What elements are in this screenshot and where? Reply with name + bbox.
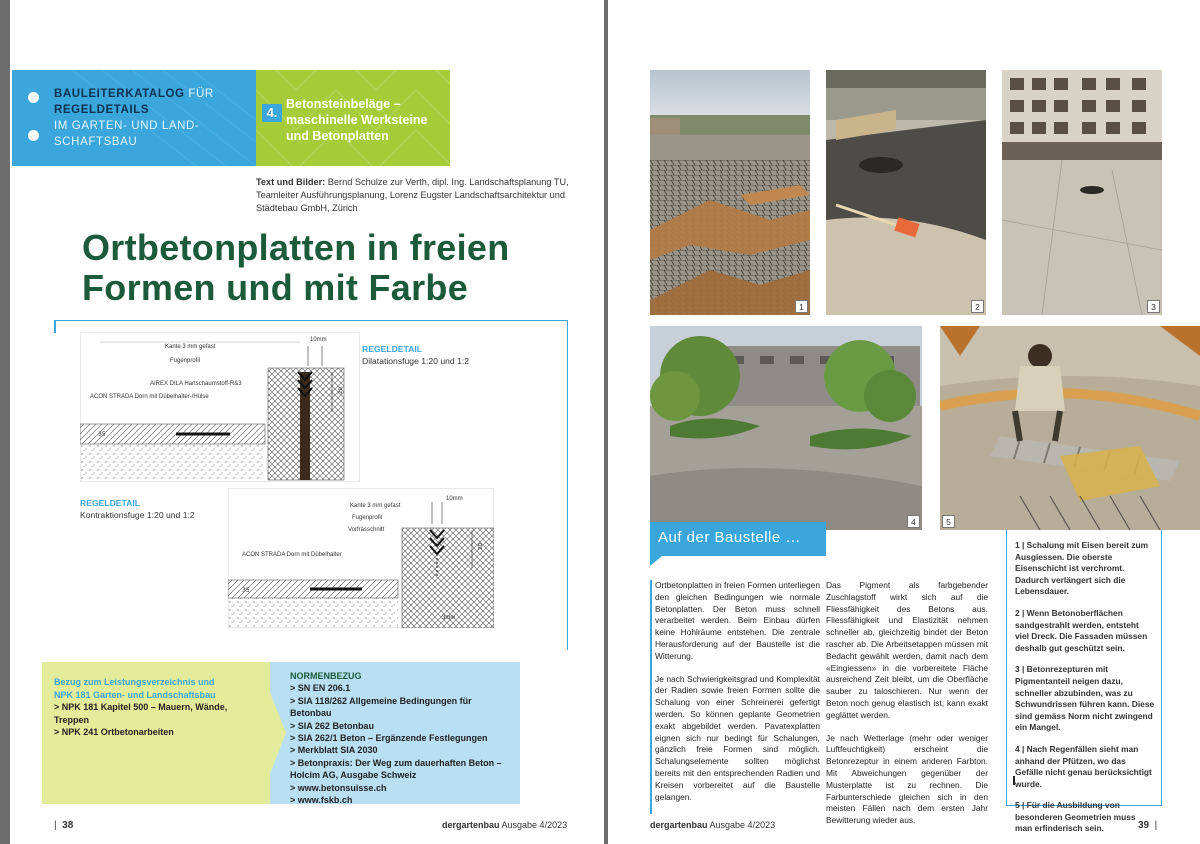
footer-page-number-right: 39 |	[1138, 820, 1158, 831]
photo-5	[940, 326, 1200, 530]
detail2-title: REGELDETAIL	[80, 498, 140, 508]
text-column-1	[650, 580, 820, 814]
photo-4-image	[650, 326, 922, 530]
category-banner	[12, 70, 256, 166]
d2-label-fugenprofil: Fugenprofil	[352, 515, 383, 521]
caption: 2 | Wenn Betonoberflächen sandgestrahlt werden, entsteht viel Dreck. Die Fassaden müssen deshalb gut geschützt sein.	[1015, 607, 1148, 653]
credits-label: Text und Bilder:	[256, 177, 326, 187]
photo-number: 2	[971, 300, 984, 313]
normen-box	[270, 662, 520, 804]
normen-heading: NORMENBEZUG	[290, 671, 362, 681]
photo-number: 5	[942, 515, 955, 528]
bezug-item: > NPK 181 Kapitel 500 – Mauern, Wände, Treppen	[54, 702, 228, 725]
d2-label-3mm: 3mm	[442, 615, 456, 621]
footer-magazine-left	[442, 820, 567, 830]
chapter-banner	[256, 70, 450, 166]
bezug-heading-1: Bezug zum Leistungsverzeichnis und	[54, 677, 215, 687]
detail1-subtitle: Dilatationsfuge 1:20 und 1:2	[362, 356, 470, 366]
caption: 3 | Betonrezepturen mit Pigmentanteil neigen dazu, schneller abzubinden, was zu Schwundrissen führen kann. Diese sind gemäss Norm nicht zwingend ein Mangel.	[1015, 664, 1155, 733]
text-column-2	[826, 580, 988, 838]
d1-label-dorn: ACON STRADA Dorn mit Dübelhalter-/Hülse	[90, 394, 209, 400]
bullet-dot	[28, 92, 39, 103]
category-text	[54, 86, 254, 150]
bezug-box	[42, 662, 270, 804]
page-number: 39	[1138, 820, 1150, 831]
d1-label-10mm: 10mm	[310, 337, 327, 343]
detail1-title: REGELDETAIL	[362, 344, 422, 354]
caption: 4 | Nach Regenfällen sieht man anhand der Pfützen, wo das Gefälle nicht genau berücksichtigt wurde.	[1015, 743, 1152, 789]
svg-text:35: 35	[98, 431, 106, 438]
paragraph: Ortbetonplatten in freien Formen unterliegen den gleichen Bedingungen wie normale Betonplatten. Der Beton muss schnell verarbeitet werden. Beim Einbau dürfen keine Hohlräume entstehen. Die zentrale Herausforderung auf der Baustelle ist die Witterung.	[655, 580, 820, 661]
d1-label-airex: AIREX DILA Hartschaumstoff-R&3	[150, 381, 242, 387]
section-title: Auf der Baustelle …	[658, 529, 801, 546]
caption-marker	[1013, 776, 1015, 785]
category-line2: REGELDETAILS	[54, 104, 150, 116]
d1-label-kante: Kante 3 mm gefast	[165, 344, 216, 350]
detail2-caption	[80, 497, 195, 521]
photo-5-image	[940, 326, 1200, 530]
paragraph: Das Pigment als farbgebender Zuschlagstoff wirkt sich auf die Fliessfähigkeit des Betons aus. Fliessfähigkeit und Elastizität nehmen schneller ab, gleichzeitig bindet der Beton rascher ab. Die Arbeitsetappen müssen mit Bedacht gewählt werden, damit nach dem «Eingiessen» in die vorbereitete Fläche ausreichend Zeit bleibt, um die Oberfläche sauber zu taloschieren. Nur wenn der Beton noch genug elastisch ist, kann exakt geglättet werden.	[826, 580, 988, 720]
normen-item: > www.fskb.ch	[290, 795, 353, 806]
d2-label-vorfraes: Vorfrässchnitt	[348, 527, 385, 533]
footer-magazine-right	[650, 820, 775, 830]
paragraph: Je nach Wetterlage (mehr oder weniger Luftfeuchtigkeit) erscheint die Betonrezeptur in einem anderen Farbton. Mit Abweichungen gegenüber der Musterplatte ist zu rechnen. Die Farbunterschiede gleichen sich in den meisten Fällen nach dem ersten Jahr Bewitterung wieder aus.	[826, 732, 988, 826]
normen-item: > Betonpraxis: Der Weg zum dauerhaften Beton – Holcim AG, Ausgabe Schweiz	[290, 757, 502, 781]
issue: Ausgabe 4/2023	[501, 820, 568, 830]
normen-item: > Merkblatt SIA 2030	[290, 745, 378, 756]
normen-item: > SN EN 206.1	[290, 683, 351, 694]
credits	[256, 176, 576, 215]
chapter-title: Betonsteinbeläge – maschinelle Werksteine und Betonplatten	[286, 97, 428, 143]
d2-label-dorn: ACON STRADA Dorn mit Dübelhalter	[242, 552, 342, 558]
right-page	[608, 0, 1200, 844]
photo-3-image	[1002, 70, 1162, 315]
photo-3	[1002, 70, 1162, 315]
issue: Ausgabe 4/2023	[709, 820, 776, 830]
d1-label-fugenprofil: Fugenprofil	[170, 358, 201, 364]
page-number: 38	[62, 820, 74, 831]
dilatation-joint-drawing	[80, 332, 360, 482]
headline-line2: Formen und mit Farbe	[82, 267, 469, 308]
paragraph: Je nach Schwierigkeitsgrad und Komplexität der Radien sowie freien Formen sollte die Schalung von einer Schreinerei gefertigt werden. So können geplante Geometrien exakt abgebildet werden. Pavatexplatten eignen sich nur bedingt für Schalungen, gänzlich freie Formen sind möglich. Schalungselemente sollten möglichst bereits mit den entsprechenden Radien und Kreisen vorbereitet auf die Baustelle gelangen.	[655, 673, 820, 802]
bezug-item: > NPK 241 Ortbetonarbeiten	[54, 727, 174, 737]
d2-label-10mm: 10mm	[446, 496, 463, 502]
caption: 5 | Für die Ausbildung von besonderen Geometrien muss man erfinderisch sein.	[1015, 800, 1136, 834]
magazine-name: dergartenbau	[442, 820, 500, 830]
photo-number: 4	[907, 515, 920, 528]
normen-item: > www.betonsuisse.ch	[290, 782, 387, 793]
photo-2-image	[826, 70, 986, 315]
footer-page-number-left: | 38	[54, 820, 74, 831]
detail1-caption	[362, 343, 469, 367]
category-line1-rest: FÜR	[184, 88, 214, 100]
photo-number: 1	[795, 300, 808, 313]
detail2-subtitle: Kontraktionsfuge 1:20 und 1:2	[80, 510, 195, 520]
photo-2	[826, 70, 986, 315]
photo-number: 3	[1147, 300, 1160, 313]
left-page	[10, 0, 604, 844]
credits-text: Bernd Schulze zur Verth, dipl. Ing. Landschaftsplanung TU, Teamleiter Ausführungsplanung, Lorenz Eugster Landschaftsarchitektur und Städtebau GmbH, Zürich	[256, 177, 569, 213]
category-line3: IM GARTEN- UND LAND-	[54, 120, 200, 132]
page-headline	[82, 228, 510, 308]
arrow-chevron	[258, 662, 286, 804]
caption: 1 | Schalung mit Eisen bereit zum Ausgiessen. Die oberste Eisenschicht ist verchromt. Dadurch verlängert sich die Lebensdauer.	[1015, 540, 1149, 597]
bezug-heading-2: NPK 181 Garten- und Landschaftsbau	[54, 689, 216, 700]
chapter-number: 4.	[262, 104, 282, 122]
normen-item: > SIA 262 Betonbau	[290, 720, 374, 731]
normen-item: > SIA 118/262 Allgemeine Bedingungen für Betonbau	[290, 695, 472, 719]
bullet-dot	[28, 130, 39, 141]
photo-4	[650, 326, 922, 530]
svg-text:20: 20	[338, 387, 344, 394]
magazine-name: dergartenbau	[650, 820, 708, 830]
category-line1-bold: BAULEITERKATALOG	[54, 88, 185, 100]
headline-line1: Ortbetonplatten in freien	[82, 227, 510, 268]
category-line4: SCHAFTSBAU	[54, 136, 138, 148]
d2-label-kante: Kante 3 mm gefast	[350, 503, 401, 509]
svg-text:35: 35	[242, 587, 250, 594]
svg-text:20: 20	[478, 543, 484, 550]
normen-item: > SIA 262/1 Beton – Ergänzende Festlegungen	[290, 733, 488, 744]
section-title-flag	[650, 522, 826, 556]
photo-1-image	[650, 70, 810, 315]
photo-1	[650, 70, 810, 315]
